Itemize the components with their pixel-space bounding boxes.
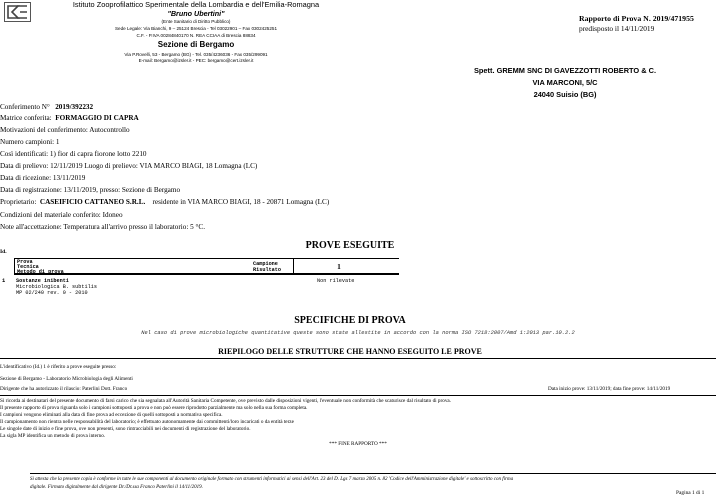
conferimento-value: 2019/392232 (55, 103, 94, 111)
specifiche-text: Nel caso di prove microbiologiche quantitative queste sono state allestite in accordo con la norma ISO 7218:2007/Amd 1:2013 par.10.2.2 (141, 330, 575, 336)
footer-certification-line1: Si attesta che la presente copia è conforme in tutte le sue componenti al documento originale formato con strumenti informatici ai sensi dell'Art. 23 del D. Lgs 7 marzo 2005 n. 82 'Codice dell'Amministrazione digitale' e sottoscritto con firma (30, 477, 514, 482)
prove-table (14, 258, 399, 308)
prove-table-divider (14, 274, 399, 275)
matrice-line (0, 114, 139, 122)
proprietario-address: residente in VIA MARCO BIAGI, 18 - 20871 Lomagna (LC) (152, 198, 330, 206)
prove-table-header-extra (294, 258, 399, 274)
recipient-name: Spett. GREMM SNC DI GAVEZZOTTI ROBERTO & C. (473, 66, 657, 75)
institute-name: "Bruno Ubertini" (167, 9, 225, 18)
riepilogo-line3: Dirigente che ha autorizzato il rilascio: Paterlini Dott. Franco (0, 386, 128, 392)
prove-eseguite-title: PROVE ESEGUITE (305, 240, 395, 251)
note-item: La sigla MP identifica un metodo di prova interno. (0, 433, 106, 439)
conferimento-label: Conferimento N° (0, 103, 50, 111)
riepilogo-dates: Data inizio prove: 13/11/2019; data fine prove: 14/11/2019 (548, 386, 671, 392)
riepilogo-divider-bottom (0, 395, 716, 396)
cosi-identificati-line: Così identificati: 1) fior di capra fiorone lotto 2210 (0, 150, 147, 158)
header-tecnica: Tecnica (17, 264, 39, 270)
institute-legal-seat: Sede Legale: Via Bianchi, 9 – 25124 Brescia - Tel 03022901 – Fax 0302425251 (114, 26, 277, 31)
report-number: Rapporto di Prova N. 2019/471955 (579, 14, 694, 23)
note-line: Note all'accettazione: Temperatura all'arrivo presso il laboratorio: 5 °C. (0, 223, 206, 231)
note-item: Il campionamento non rientra nelle responsabilità del laboratorio; è effettuato autonomamente dai committenti/loro incaricati o da entità terze (0, 419, 294, 425)
matrice-value: FORMAGGIO DI CAPRA (55, 114, 139, 122)
footer-divider (30, 473, 716, 474)
proprietario-label: Proprietario: (0, 198, 37, 206)
header-metodo: Metodo di prova (17, 269, 64, 275)
prove-id-header: Id. (0, 249, 7, 255)
riepilogo-title: RIEPILOGO DELLE STRUTTURE CHE HANNO ESEGUITO LE PROVE (218, 347, 482, 356)
row-tecnica: Microbiologica B. subtilis (16, 284, 97, 290)
report-prepared-date: predisposto il 14/11/2019 (579, 24, 655, 33)
proprietario-value: CASEIFICIO CATTANEO S.R.L. (39, 198, 146, 206)
ricezione-line: Data di ricezione: 13/11/2019 (0, 174, 86, 182)
institute-entity-type: (Ente Sanitario di Diritto Pubblico) (161, 19, 231, 24)
row-risultato: Non rilevate (317, 278, 355, 284)
footer-certification-line2: digitale. Firmato digitalmente dal dirigente Dr./Dr.ssa Franco Paterlini il 14/11/2019. (30, 485, 203, 490)
row-metodo: MP 02/240 rev. 0 - 2010 (16, 290, 88, 296)
recipient-city: 24040 Suisio (BG) (533, 90, 597, 99)
header-campione: Campione (253, 261, 278, 267)
page-number: Pagina 1 di 1 (676, 490, 705, 496)
motivazioni-line: Motivazioni del conferimento: Autocontrollo (0, 126, 130, 134)
riepilogo-line1: L'identificativo (Id.) 1 è riferito a prove eseguite presso: (0, 364, 117, 370)
prove-table-header (14, 258, 294, 274)
section-email: E-mail: Bergamo@izsler.it - PEC: bergamo@cert.izsler.it (138, 58, 254, 63)
prove-campione-number: 1 (337, 262, 341, 271)
recipient-street: VIA MARCONI, 5/C (532, 78, 598, 87)
condizioni-line: Condizioni del materiale conferito: Idoneo (0, 211, 123, 219)
header-prova: Prova (17, 259, 33, 265)
header-risultato: Risultato (253, 267, 282, 273)
numero-campioni-line: Numero campioni: 1 (0, 138, 60, 146)
proprietario-line (0, 198, 329, 206)
row-id: 1 (2, 278, 6, 284)
specifiche-title: SPECIFICHE DI PROVA (294, 315, 406, 326)
riepilogo-line2: Sezione di Bergamo - Laboratorio Microbiologia degli Alimenti (0, 376, 133, 382)
note-item: I campioni vengono eliminati alla data di fine prova ad eccezione di quelli sottoposti a normativa specifica. (0, 412, 223, 418)
institute-tax-info: C.F. - P.IVA 00284840170 N. REA CCIAA di Brescia 88834 (136, 33, 256, 38)
riepilogo-divider-top (0, 358, 716, 359)
institute-title: Istituto Zooprofilattico Sperimentale della Lombardia e dell'Emilia-Romagna (72, 0, 320, 9)
matrice-label: Matrice conferita: (0, 114, 52, 122)
registrazione-line: Data di registrazione: 13/11/2019, presso: Sezione di Bergamo (0, 186, 181, 194)
institute-logo-icon (4, 2, 31, 22)
fine-rapporto: *** FINE RAPPORTO *** (329, 441, 387, 447)
section-address: Via P.Rovelli, 53 - Bergamo (BG) - Tel. 035/4236036 - Fax 035/299091 (124, 52, 268, 57)
note-item: Il presente rapporto di prova riguarda solo i campioni sottoposti a prova e non può essere riprodotto parzialmente ma solo nella sua forma completa. (0, 405, 308, 411)
section-title: Sezione di Bergamo (157, 40, 235, 49)
note-item: Si ricorda ai destinatari del presente documento di farsi carico che sia segnalata all'Autorità Sanitaria Competente, ove previsto dalle disposizioni vigenti, l'eventuale non conformità che scaturisce dal risultato di prova. (0, 398, 452, 404)
note-item: Le singole date di inizio e fine prova, ove non presenti, sono rintracciabili nei documenti di registrazione del laboratorio. (0, 426, 251, 432)
prelievo-line: Data di prelievo: 12/11/2019 Luogo di prelievo: VIA MARCO BIAGI, 18 Lomagna (LC) (0, 162, 258, 170)
row-prova: Sostanze inibenti (16, 278, 69, 284)
conferimento-line (0, 103, 93, 111)
